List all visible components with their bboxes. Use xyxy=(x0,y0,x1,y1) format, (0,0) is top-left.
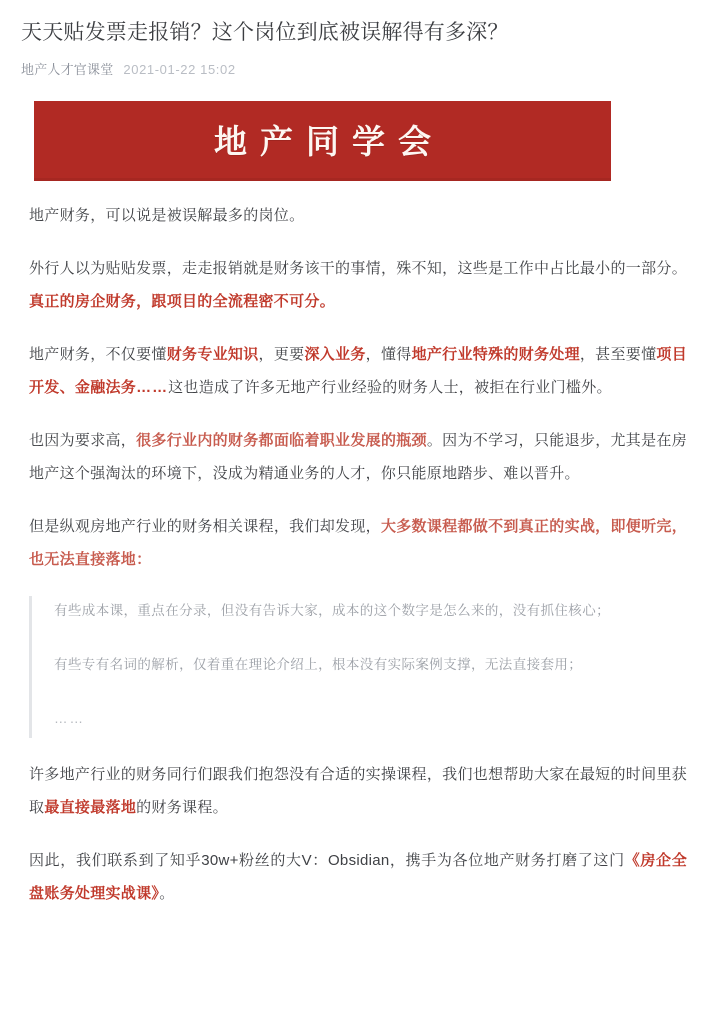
paragraph-2 xyxy=(29,252,687,318)
blockquote xyxy=(29,596,687,738)
highlight-text: 项目开发、金融法务 xyxy=(29,346,687,396)
paragraph-3-text: ，懂得 xyxy=(365,346,412,363)
highlight-text: 真正的房企财务，跟项目的全流程密不可分。 xyxy=(29,293,336,310)
highlight-text: 大多数课程都做不到真正的实战，即便听完，也无法直接落地： xyxy=(29,518,687,568)
paragraph-5-text: 但是纵观房地产行业的财务相关课程，我们却发现， xyxy=(29,518,381,535)
paragraph-2-text: 外行人以为贴贴发票，走走报销就是财务该干的事情，殊不知，这些是工作中占比最小的一部分。 xyxy=(29,260,687,277)
paragraph-4-text: 也因为要求高， xyxy=(29,432,137,449)
paragraph-6 xyxy=(29,758,687,824)
paragraph-1 xyxy=(29,199,687,232)
paragraph-3-text: ，甚至要懂 xyxy=(579,346,657,363)
paragraph-5 xyxy=(29,510,687,576)
course-title-link[interactable]: 《房企全盘账务处理实战课》 xyxy=(29,852,687,902)
article-meta xyxy=(20,61,695,79)
paragraph-3-text: 地产财务，不仅要懂 xyxy=(29,346,167,363)
page-title: 天天贴发票走报销？这个岗位到底被误解得有多深？ xyxy=(21,21,509,44)
highlight-text: 财务专业知识 xyxy=(166,346,259,363)
blockquote-line: …… xyxy=(54,711,85,726)
highlight-text: 最直接最落地 xyxy=(44,799,137,816)
highlight-text: 很多行业内的财务都面临着职业发展的瓶颈 xyxy=(136,432,427,449)
article-source[interactable]: 地产人才官课堂 xyxy=(21,62,114,77)
article-body xyxy=(0,199,715,910)
paragraph-7 xyxy=(29,844,687,910)
paragraph-1-text: 地产财务，可以说是被误解最多的岗位。 xyxy=(29,207,305,224)
paragraph-3 xyxy=(29,338,687,404)
paragraph-6-text: 许多地产行业的财务同行们跟我们抱怨没有合适的实操课程，我们也想帮助大家在最短的时间里获取 xyxy=(29,766,687,816)
article-timestamp: 2021-01-22 15:02 xyxy=(123,62,236,77)
paragraph-7-text: 。 xyxy=(159,885,175,902)
highlight-text: 深入业务 xyxy=(304,346,366,363)
highlight-ellipsis: …… xyxy=(136,379,169,396)
banner-title: 地产同学会 xyxy=(214,121,444,161)
paragraph-7-text: 因此，我们联系到了知乎30w+粉丝的大V：Obsidian，携手为各位地产财务打磨了这门 xyxy=(29,852,625,869)
paragraph-4-text: 。因为不学习，只能退步，尤其是在房地产这个强淘汰的环境下，没成为精通业务的人才，你只能原地踏步、难以晋升。 xyxy=(29,432,688,482)
paragraph-4 xyxy=(29,424,687,490)
article-header xyxy=(0,0,715,79)
banner-container xyxy=(0,101,715,181)
paragraph-3-text: ，更要 xyxy=(258,346,305,363)
highlight-text: 地产行业特殊的财务处理 xyxy=(411,346,580,363)
blockquote-line: 有些专有名词的解析，仅着重在理论介绍上，根本没有实际案例支撑，无法直接套用； xyxy=(54,657,583,672)
blockquote-line: 有些成本课，重点在分录，但没有告诉大家，成本的这个数字是怎么来的，没有抓住核心； xyxy=(54,603,610,618)
paragraph-6-text: 的财务课程。 xyxy=(136,799,228,816)
banner-image xyxy=(34,101,611,181)
paragraph-3-text: 这也造成了许多无地产行业经验的财务人士，被拒在行业门槛外。 xyxy=(168,379,612,396)
